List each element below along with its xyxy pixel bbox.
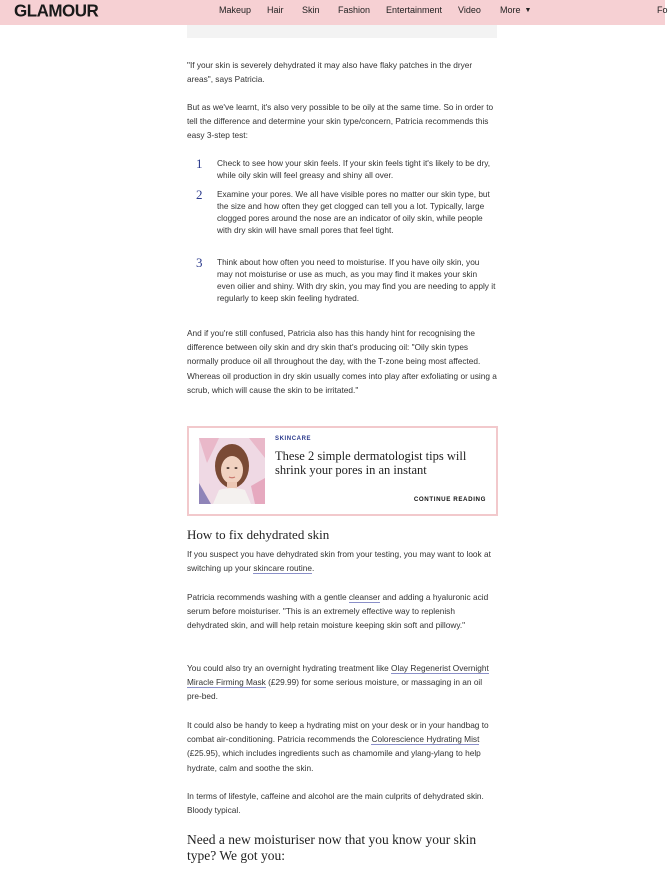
list-item-text: Think about how often you need to moisturise. If you have oily skin, you may not moisturise or use as much, as you may find it makes your skin even oilier and shiny. With dry skin, you may find you are needing to apply it regularly to keep skin feeling hydrated. [217,257,496,303]
section-heading: How to fix dehydrated skin [187,527,330,542]
nav-item-fashion[interactable]: Fashion [338,5,371,15]
related-article-card[interactable] [187,426,498,516]
paragraph-text: (£29.99) for some serious moisture, or massaging in an oil pre-bed. [187,677,483,702]
paragraph-text: You could also try an overnight hydrating treatment like [187,663,392,673]
related-article-title[interactable]: These 2 simple dermatologist tips will shrink your pores in an instant [275,449,467,477]
section-heading: Need a new moisturiser now that you know your skin type? We got you: [187,832,477,863]
list-number: 1 [196,156,203,171]
nav-item-cut-off[interactable]: Fo [657,5,668,15]
nav-item-more[interactable] [500,5,531,15]
nav-item-hair[interactable]: Hair [267,5,284,15]
paragraph-text: (£25.95), which includes ingredients such as chamomile and ylang-ylang to help hydrate, calm and soothe the skin. [187,748,481,773]
previous-embed-bottom [187,25,497,38]
skincare-routine-link[interactable]: skincare routine [253,563,312,574]
paragraph-text: Patricia recommends washing with a gentle [187,592,349,602]
related-article-category: SKINCARE [275,436,312,442]
continue-reading-link[interactable]: CONTINUE READING [413,496,486,503]
nav-more-label: More [500,5,521,15]
paragraph: And if you're still confused, Patricia also has this handy hint for recognising the difference between oily skin and dry skin that's producing oil: "Oily skin types normally produce oil all throughout the day, with the T-zone being most affected. Whereas oil production in dry skin usually comes into play after exfoliating or using a scrub, which will cause the skin to be irritated." [187,328,497,395]
site-logo[interactable]: GLAMOUR [14,0,99,21]
chevron-down-icon: ▼ [524,7,532,14]
paragraph [187,547,497,575]
top-navigation-bar [0,0,668,25]
paragraph [187,590,497,633]
list-item-text: Examine your pores. We all have visible pores no matter our skin type, but the size and how often they get clogged can tell you a lot. Typically, large clogged pores around the nose are an indicator of oily skin, while people with dry skin will have small pores that feel tight. [217,189,490,235]
nav-item-video[interactable]: Video [458,5,481,15]
cleanser-link[interactable]: cleanser [348,592,381,602]
paragraph-text: If you suspect you have dehydrated skin from your testing, you may want to look at switching up your [187,549,491,574]
paragraph [187,718,497,775]
related-article-thumbnail [199,438,265,504]
list-number: 2 [196,187,203,202]
paragraph: But as we've learnt, it's also very possible to be oily at the same time. So in order to tell the difference and determine your skin type/concern, Patricia recommends this easy 3-step test: [187,102,494,141]
paragraph-text: and adding a hyaluronic acid serum before moisturiser. "This is an extremely effective way to replenish dehydrated skin, and will help retain moisture keeping skin soft and pillowy." [187,592,489,631]
paragraph-text: It could also be handy to keep a hydrating mist on your desk or in your handbag to combat air-conditioning. Patricia recommends the [187,720,489,745]
paragraph: "If your skin is severely dehydrated it may also have flaky patches in the dryer areas", says Patricia. [187,60,473,85]
paragraph: In terms of lifestyle, caffeine and alcohol are the main culprits of dehydrated skin. Bloody typical. [187,791,484,816]
nav-item-entertainment[interactable]: Entertainment [386,5,443,15]
list-number: 3 [196,255,203,270]
olay-mask-link[interactable]: Olay Regenerist Overnight Miracle Firming Mask [187,663,489,688]
nav-item-skin[interactable]: Skin [302,5,320,15]
paragraph-text: . [312,563,315,574]
paragraph [187,661,497,704]
colorescience-mist-link[interactable]: Colorescience Hydrating Mist [371,734,480,745]
list-item-text: Check to see how your skin feels. If your skin feels tight it's likely to be dry, while oily skin will feel greasy and shiny all over. [217,158,491,180]
nav-item-makeup[interactable]: Makeup [219,5,252,15]
